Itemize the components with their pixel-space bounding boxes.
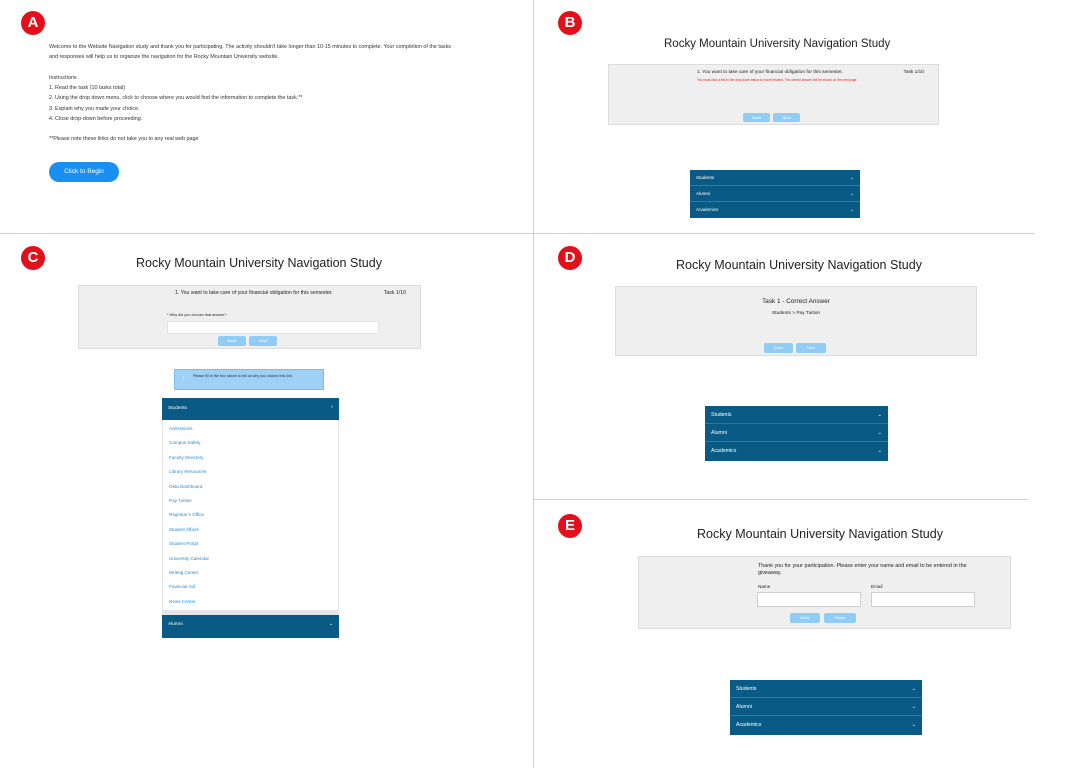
page-title: Rocky Mountain University Navigation Study	[697, 527, 943, 541]
giveaway-box	[638, 556, 1011, 629]
email-input[interactable]	[871, 592, 975, 607]
nav-item-students[interactable]	[730, 680, 922, 698]
nav-menu-students-open	[162, 398, 339, 420]
task-counter: Task 1/10	[383, 290, 406, 296]
nav-item-alumni[interactable]	[705, 424, 888, 442]
task-counter: Task 1/10	[903, 70, 924, 75]
instruction-step-1: 1. Read the task (10 tasks total)	[49, 85, 126, 91]
intro-note: **Please note these links do not take you to any real web page	[49, 136, 199, 142]
answer-title: Task 1 - Correct Answer	[762, 298, 830, 305]
nav-item-alumni[interactable]	[162, 615, 339, 638]
nav-item-label: Academics	[696, 207, 719, 212]
next-button[interactable]: Next	[773, 113, 800, 122]
nav-item-students[interactable]	[162, 398, 339, 420]
why-input[interactable]	[167, 321, 379, 334]
intro-line-2: and responses will help us to organize the navigation for the Rocky Mountain University website.	[49, 54, 279, 60]
email-label: Email	[871, 584, 883, 589]
chevron-down-icon: ⌄	[850, 207, 854, 212]
chevron-down-icon: ⌄	[911, 722, 916, 728]
chevron-down-icon: ⌄	[850, 191, 854, 196]
nav-item-label: Students	[168, 406, 187, 411]
task-box	[608, 64, 939, 125]
panel-e-badge: E	[558, 514, 582, 538]
nav-item-academics[interactable]	[705, 442, 888, 460]
submenu-link[interactable]: Writing Center	[169, 570, 199, 575]
horizontal-divider-right	[534, 499, 1028, 500]
panel-c-badge: C	[21, 246, 45, 270]
task-question: 1. You want to take care of your financial obligation for this semester.	[175, 290, 333, 296]
submenu-link[interactable]: Student Affairs	[169, 527, 199, 532]
nav-item-label: Alumni	[168, 622, 183, 627]
page-title: Rocky Mountain University Navigation Study	[664, 38, 891, 50]
instruction-step-3: 3. Explain why you made your choice.	[49, 106, 140, 112]
submenu-link[interactable]: University Calendar	[169, 556, 210, 561]
chevron-down-icon: ⌄	[877, 448, 882, 454]
nav-item-label: Alumni	[736, 704, 752, 710]
chevron-down-icon: ⌄	[911, 686, 916, 692]
nav-item-label: Academics	[736, 722, 762, 728]
submenu-link[interactable]: Campus Safety	[169, 440, 201, 445]
submenu-link[interactable]: Admissions	[169, 426, 193, 431]
submenu-link[interactable]: News Center	[169, 599, 196, 604]
nav-item-students[interactable]	[705, 406, 888, 424]
chevron-down-icon: ⌄	[911, 704, 916, 710]
submenu-link[interactable]: Faculty Directory	[169, 455, 204, 460]
nav-item-label: Students	[736, 686, 757, 692]
nav-item-alumni[interactable]	[730, 698, 922, 716]
back-button[interactable]: Back	[218, 336, 246, 346]
vertical-divider	[533, 0, 534, 768]
chevron-down-icon: ⌄	[877, 412, 882, 418]
finish-button[interactable]: Finish	[824, 613, 856, 623]
next-button[interactable]: Next	[796, 343, 826, 353]
nav-menu-alumni	[162, 615, 339, 638]
submenu-link[interactable]: Student Portal	[169, 541, 199, 546]
error-message: You must click a link in the drop down below to move forward. The correct answer will be shown on the next page.	[697, 78, 858, 82]
nav-item-label: Students	[696, 175, 715, 180]
answer-path: Students > Pay Tuition	[771, 311, 821, 316]
chevron-down-icon: ⌄	[850, 175, 854, 180]
nav-item-alumni[interactable]	[690, 186, 860, 202]
instruction-step-4: 4. Close drop-down before proceeding.	[49, 116, 143, 122]
nav-item-label: Academics	[711, 448, 737, 454]
nav-item-academics[interactable]	[730, 716, 922, 734]
instruction-step-2: 2. Using the drop down menu, click to choose where you would find the information to complete the task.**	[49, 95, 303, 101]
submenu-link[interactable]: Okta Dashboard	[169, 484, 203, 489]
page-title: Rocky Mountain University Navigation Study	[676, 258, 922, 272]
panel-b-badge: B	[558, 11, 582, 35]
nav-menu	[690, 170, 860, 218]
giveaway-message: Thank you for your participation. Please enter your name and email to be entered in the giveaway.	[758, 563, 967, 576]
intro-line-1: Welcome to the Website Navigation study and thank you for participating. The activity shouldn't take longer than 10-15 minutes to complete. Your completion of the tasks	[49, 44, 451, 50]
nav-item-label: Alumni	[711, 430, 727, 436]
nav-menu	[730, 680, 922, 735]
back-button[interactable]: Back	[743, 113, 770, 122]
chevron-down-icon: ⌄	[877, 430, 882, 436]
begin-button[interactable]: Click to Begin	[49, 162, 119, 182]
next-button[interactable]: Next	[249, 336, 277, 346]
submenu-link[interactable]: Library Resources	[169, 469, 207, 474]
chevron-down-icon: ⌄	[328, 622, 333, 627]
panel-a-badge: A	[21, 11, 45, 35]
answer-box	[615, 286, 977, 356]
name-label: Name	[758, 584, 771, 589]
back-button[interactable]: Back	[790, 613, 820, 623]
instructions-heading: Instructions	[49, 75, 77, 81]
nav-item-label: Students	[711, 412, 732, 418]
nav-item-label: Alumni	[696, 191, 711, 196]
nav-menu	[705, 406, 888, 461]
nav-item-academics[interactable]	[690, 202, 860, 218]
submenu-link[interactable]: Financial Aid	[169, 584, 196, 589]
back-button[interactable]: Back	[764, 343, 793, 353]
submenu-link[interactable]: Pay Tuition	[169, 498, 192, 503]
page-title: Rocky Mountain University Navigation Study	[136, 256, 382, 270]
arrow-up-icon: ↑	[182, 375, 186, 382]
nav-item-students[interactable]	[690, 170, 860, 186]
chevron-up-icon: ^	[330, 406, 333, 411]
why-label: * Why did you choose that answer?	[167, 313, 227, 317]
panel-d-badge: D	[558, 246, 582, 270]
horizontal-divider-top	[0, 233, 1035, 234]
name-input[interactable]	[757, 592, 861, 607]
hint-text: Please fill in the box above to tell us why you clicked this link.	[193, 374, 293, 378]
task-question: 1. You want to take care of your financial obligation for this semester.	[697, 70, 843, 75]
task-box	[78, 285, 421, 349]
submenu-link[interactable]: Registrar's Office	[169, 512, 205, 517]
students-submenu	[162, 420, 339, 610]
hint-box	[174, 369, 324, 390]
